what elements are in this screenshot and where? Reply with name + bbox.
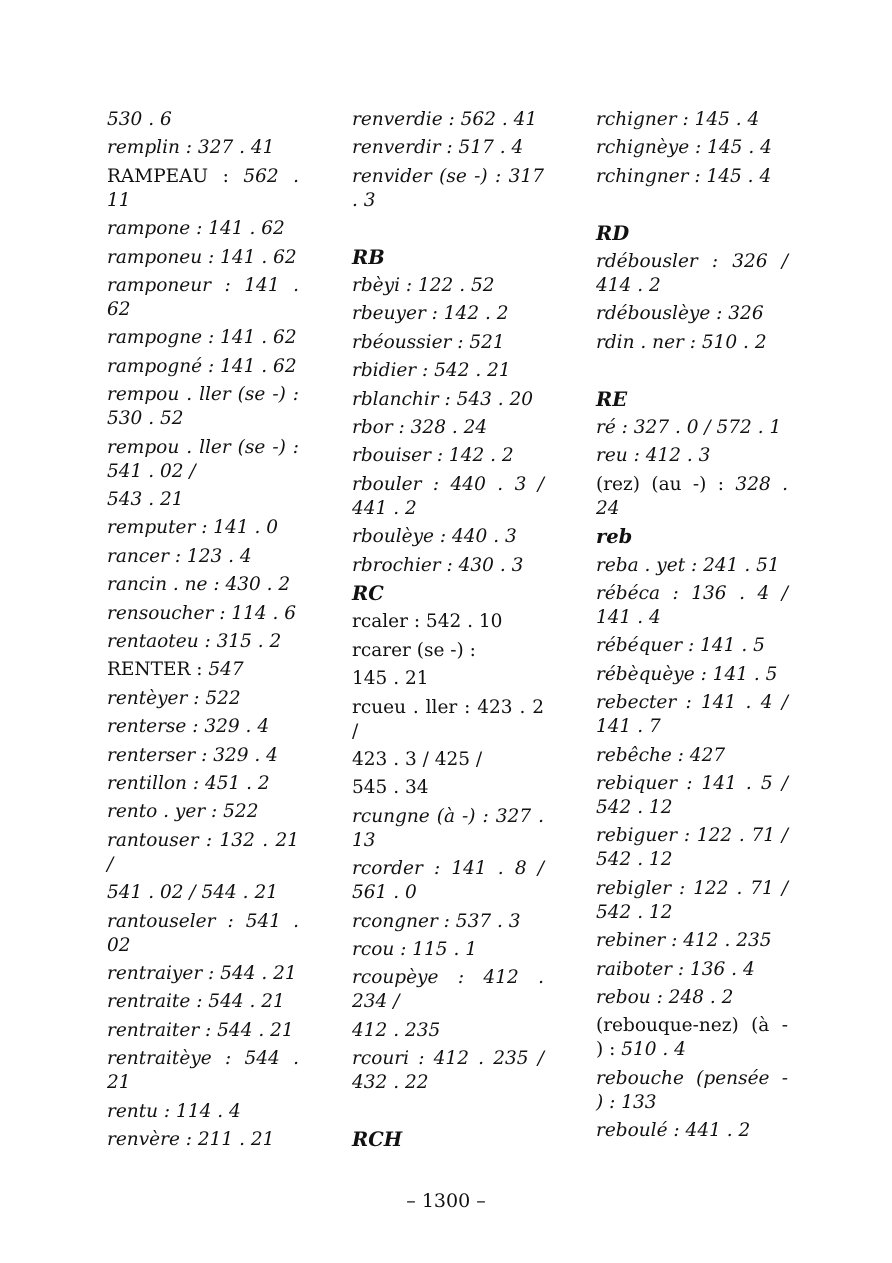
entry-text: rbor : 328 . 24 bbox=[352, 417, 488, 439]
entry-headword: (rez) (au -) : bbox=[596, 473, 725, 495]
entry-text: rebigler : 122 . 71 / 542 . 12 bbox=[596, 877, 788, 923]
section-spacer bbox=[596, 357, 788, 385]
entry-text: rebêche : 427 bbox=[596, 744, 726, 766]
index-entry bbox=[596, 580, 788, 632]
index-entry bbox=[107, 272, 299, 324]
entry-text: rbéoussier : 521 bbox=[352, 331, 505, 353]
entry-text: 530 . 6 bbox=[107, 109, 172, 130]
entry-text: rentraite : 544 . 21 bbox=[107, 991, 285, 1013]
index-entry bbox=[107, 656, 299, 684]
entry-text: rampone : 141 . 62 bbox=[107, 218, 285, 240]
index-entry bbox=[596, 632, 788, 660]
index-entry bbox=[352, 608, 544, 636]
entry-headword: rcaler : 542 . 10 bbox=[352, 611, 503, 633]
entry-text: rchingner : 145 . 4 bbox=[596, 165, 772, 187]
entry-text: rdin . ner : 510 . 2 bbox=[596, 331, 767, 353]
index-entry bbox=[107, 1126, 299, 1154]
index-entry bbox=[596, 956, 788, 984]
index-entry bbox=[596, 134, 788, 162]
entry-text: 328 . 24 bbox=[596, 473, 789, 519]
entry-text: 510 . 4 bbox=[615, 1039, 686, 1061]
index-entry bbox=[352, 855, 544, 907]
index-entry bbox=[352, 1017, 544, 1045]
entry-text: rantouser : 132 . 21 / bbox=[107, 829, 299, 875]
section-heading: reb bbox=[596, 525, 633, 549]
entry-text: rbrochier : 430 . 3 bbox=[352, 554, 524, 576]
entry-text: rcou : 115 . 1 bbox=[352, 939, 477, 961]
index-entry bbox=[107, 244, 299, 272]
index-column-2 bbox=[352, 106, 544, 1154]
entry-text: 412 . 235 bbox=[352, 1019, 441, 1041]
index-entry bbox=[107, 827, 299, 879]
entry-text: rempou . ller (se -) : 541 . 02 / bbox=[107, 436, 299, 482]
entry-headword: RAMPEAU : bbox=[107, 165, 229, 187]
entry-text: 547 bbox=[202, 659, 244, 681]
entry-text: ramponeur : 141 . 62 bbox=[107, 275, 299, 321]
index-entry bbox=[596, 1012, 788, 1064]
index-entry bbox=[107, 134, 299, 162]
entry-text: rebecter : 141 . 4 / 141 . 7 bbox=[596, 692, 788, 738]
index-entry bbox=[596, 1117, 788, 1145]
entry-text: reba . yet : 241 . 51 bbox=[596, 554, 780, 576]
entry-text: rcungne (à -) : 327 . 13 bbox=[352, 805, 544, 851]
index-entry bbox=[352, 552, 544, 580]
index-entry bbox=[596, 552, 788, 580]
index-entry bbox=[352, 272, 544, 300]
index-entry bbox=[107, 381, 299, 433]
entry-text: rdébouslèye : 326 bbox=[596, 303, 764, 325]
index-entry bbox=[596, 661, 788, 689]
index-entry bbox=[596, 822, 788, 874]
index-entry bbox=[107, 600, 299, 628]
index-column-1 bbox=[107, 106, 299, 1154]
index-entry bbox=[352, 163, 544, 215]
index-entry bbox=[107, 988, 299, 1016]
index-entry bbox=[107, 514, 299, 542]
entry-headword: rcueu . ller : 423 . 2 / bbox=[352, 696, 544, 742]
index-entry bbox=[596, 927, 788, 955]
index-entry bbox=[107, 1017, 299, 1045]
entry-text: rbeuyer : 142 . 2 bbox=[352, 303, 509, 325]
page-number: – 1300 – bbox=[406, 1190, 486, 1212]
entry-text: rebou : 248 . 2 bbox=[596, 987, 734, 1009]
section-spacer bbox=[352, 1098, 544, 1126]
entry-text: rensoucher : 114 . 6 bbox=[107, 602, 297, 624]
index-entry bbox=[596, 248, 788, 300]
entry-text: 543 . 21 bbox=[107, 489, 184, 510]
index-entry bbox=[352, 637, 544, 665]
index-entry bbox=[107, 685, 299, 713]
index-entry bbox=[107, 960, 299, 988]
index-entry bbox=[107, 353, 299, 381]
entry-text: renvider (se -) : 317 . 3 bbox=[352, 165, 544, 211]
entry-headword: (rebouque-nez) (à - ) : bbox=[596, 1015, 788, 1061]
index-entry bbox=[352, 1045, 544, 1097]
entry-text: rdébousler : 326 / 414 . 2 bbox=[596, 251, 788, 297]
entry-text: rentraiyer : 544 . 21 bbox=[107, 963, 297, 985]
entry-text: renverdir : 517 . 4 bbox=[352, 137, 524, 159]
entry-text: rébèquèye : 141 . 5 bbox=[596, 663, 778, 685]
entry-text: rancer : 123 . 4 bbox=[107, 545, 252, 567]
entry-text: ramponeu : 141 . 62 bbox=[107, 246, 297, 268]
section-spacer bbox=[596, 191, 788, 219]
entry-text: renverdie : 562 . 41 bbox=[352, 109, 538, 130]
entry-text: renterse : 329 . 4 bbox=[107, 716, 270, 738]
index-entry bbox=[596, 442, 788, 470]
index-entry bbox=[352, 329, 544, 357]
index-entry bbox=[352, 774, 544, 802]
entry-text: 562 . 11 bbox=[107, 165, 300, 211]
entry-text: rébéca : 136 . 4 / 141 . 4 bbox=[596, 583, 788, 629]
entry-text: renterser : 329 . 4 bbox=[107, 744, 278, 766]
index-entry bbox=[352, 936, 544, 964]
index-entry bbox=[107, 908, 299, 960]
entry-text: reu : 412 . 3 bbox=[596, 445, 711, 467]
index-entry bbox=[352, 471, 544, 523]
index-entry bbox=[596, 689, 788, 741]
index-entry bbox=[107, 324, 299, 352]
entry-text: rento . yer : 522 bbox=[107, 801, 259, 823]
index-entry bbox=[107, 1098, 299, 1126]
entry-text: rentraitèye : 544 . 21 bbox=[107, 1048, 299, 1094]
entry-text: rebiner : 412 . 235 bbox=[596, 930, 772, 952]
index-entry bbox=[352, 523, 544, 551]
entry-text: rcouri : 412 . 235 / 432 . 22 bbox=[352, 1048, 544, 1094]
entry-text: rentèyer : 522 bbox=[107, 687, 241, 709]
entry-text: rebiquer : 141 . 5 / 542 . 12 bbox=[596, 773, 788, 819]
index-entry bbox=[596, 163, 788, 191]
index-entry bbox=[107, 434, 299, 486]
index-entry bbox=[107, 628, 299, 656]
index-entry bbox=[596, 1065, 788, 1117]
index-entry bbox=[352, 386, 544, 414]
index-entry bbox=[352, 134, 544, 162]
entry-text: rantouseler : 541 . 02 bbox=[107, 910, 299, 956]
index-entry bbox=[107, 543, 299, 571]
index-entry bbox=[596, 471, 788, 523]
entry-text: rampogné : 141 . 62 bbox=[107, 355, 297, 377]
index-entry bbox=[107, 713, 299, 741]
index-entry bbox=[352, 964, 544, 1016]
index-entry bbox=[107, 215, 299, 243]
entry-text: rébéquer : 141 . 5 bbox=[596, 635, 765, 657]
entry-text: ré : 327 . 0 / 572 . 1 bbox=[596, 417, 782, 439]
index-entry bbox=[596, 414, 788, 442]
entry-text: rboulèye : 440 . 3 bbox=[352, 526, 517, 548]
index-entry bbox=[352, 803, 544, 855]
entry-text: rcorder : 141 . 8 / 561 . 0 bbox=[352, 858, 544, 904]
entry-text: rentillon : 451 . 2 bbox=[107, 773, 270, 795]
entry-text: rcongner : 537 . 3 bbox=[352, 910, 521, 932]
section-heading: RB bbox=[352, 245, 385, 269]
index-entry bbox=[596, 770, 788, 822]
entry-text: remputer : 141 . 0 bbox=[107, 517, 279, 539]
entry-text: rebiguer : 122 . 71 / 542 . 12 bbox=[596, 825, 788, 871]
index-entry bbox=[596, 300, 788, 328]
entry-text: remplin : 327 . 41 bbox=[107, 137, 275, 159]
index-entry bbox=[107, 486, 299, 514]
entry-text: rentaoteu : 315 . 2 bbox=[107, 631, 282, 653]
entry-headword: RENTER : bbox=[107, 659, 203, 681]
section-heading: RD bbox=[596, 221, 630, 245]
index-entry bbox=[107, 770, 299, 798]
index-entry bbox=[596, 875, 788, 927]
index-entry bbox=[352, 442, 544, 470]
entry-text: rancin . ne : 430 . 2 bbox=[107, 574, 291, 596]
index-entry bbox=[107, 163, 299, 215]
index-entry bbox=[107, 879, 299, 907]
entry-text: rbèyi : 122 . 52 bbox=[352, 275, 495, 296]
entry-text: rampogne : 141 . 62 bbox=[107, 327, 297, 349]
index-entry bbox=[596, 329, 788, 357]
entry-headword: 545 . 34 bbox=[352, 777, 429, 799]
index-entry bbox=[107, 1045, 299, 1097]
entry-headword: 423 . 3 / 425 / bbox=[352, 749, 483, 771]
entry-text: rchigner : 145 . 4 bbox=[596, 109, 760, 130]
section-heading: RE bbox=[596, 387, 628, 411]
index-entry bbox=[596, 984, 788, 1012]
entry-text: reboulé : 441 . 2 bbox=[596, 1120, 751, 1142]
index-entry bbox=[352, 746, 544, 774]
entry-headword: rcarer (se -) : bbox=[352, 639, 476, 661]
index-entry bbox=[352, 106, 544, 134]
entry-text: 541 . 02 / 544 . 21 bbox=[107, 882, 278, 904]
section-spacer bbox=[352, 215, 544, 243]
entry-text: rchignèye : 145 . 4 bbox=[596, 137, 772, 159]
index-entry bbox=[107, 798, 299, 826]
index-entry bbox=[107, 106, 299, 134]
entry-text: renvère : 211 . 21 bbox=[107, 1129, 275, 1151]
index-entry bbox=[352, 908, 544, 936]
entry-text: rebouche (pensée - ) : 133 bbox=[596, 1067, 788, 1113]
index-entry bbox=[596, 742, 788, 770]
entry-text: rbidier : 542 . 21 bbox=[352, 360, 511, 382]
entry-text: rempou . ller (se -) : 530 . 52 bbox=[107, 384, 299, 430]
entry-text: rentu : 114 . 4 bbox=[107, 1100, 241, 1122]
index-entry bbox=[352, 665, 544, 693]
index-entry bbox=[352, 414, 544, 442]
index-entry bbox=[107, 571, 299, 599]
entry-text: rbouler : 440 . 3 / 441 . 2 bbox=[352, 473, 544, 519]
section-heading: RCH bbox=[352, 1128, 403, 1152]
entry-text: rcoupèye : 412 . 234 / bbox=[352, 967, 544, 1013]
entry-text: raiboter : 136 . 4 bbox=[596, 958, 755, 980]
entry-text: rbouiser : 142 . 2 bbox=[352, 445, 514, 467]
index-entry bbox=[107, 742, 299, 770]
entry-headword: 145 . 21 bbox=[352, 668, 429, 690]
index-entry bbox=[352, 357, 544, 385]
entry-text: rblanchir : 543 . 20 bbox=[352, 388, 534, 410]
index-entry bbox=[352, 300, 544, 328]
index-entry bbox=[596, 106, 788, 134]
index-column-3 bbox=[596, 106, 788, 1146]
section-heading: RC bbox=[352, 582, 384, 606]
entry-text: rentraiter : 544 . 21 bbox=[107, 1019, 294, 1041]
index-entry bbox=[352, 694, 544, 746]
